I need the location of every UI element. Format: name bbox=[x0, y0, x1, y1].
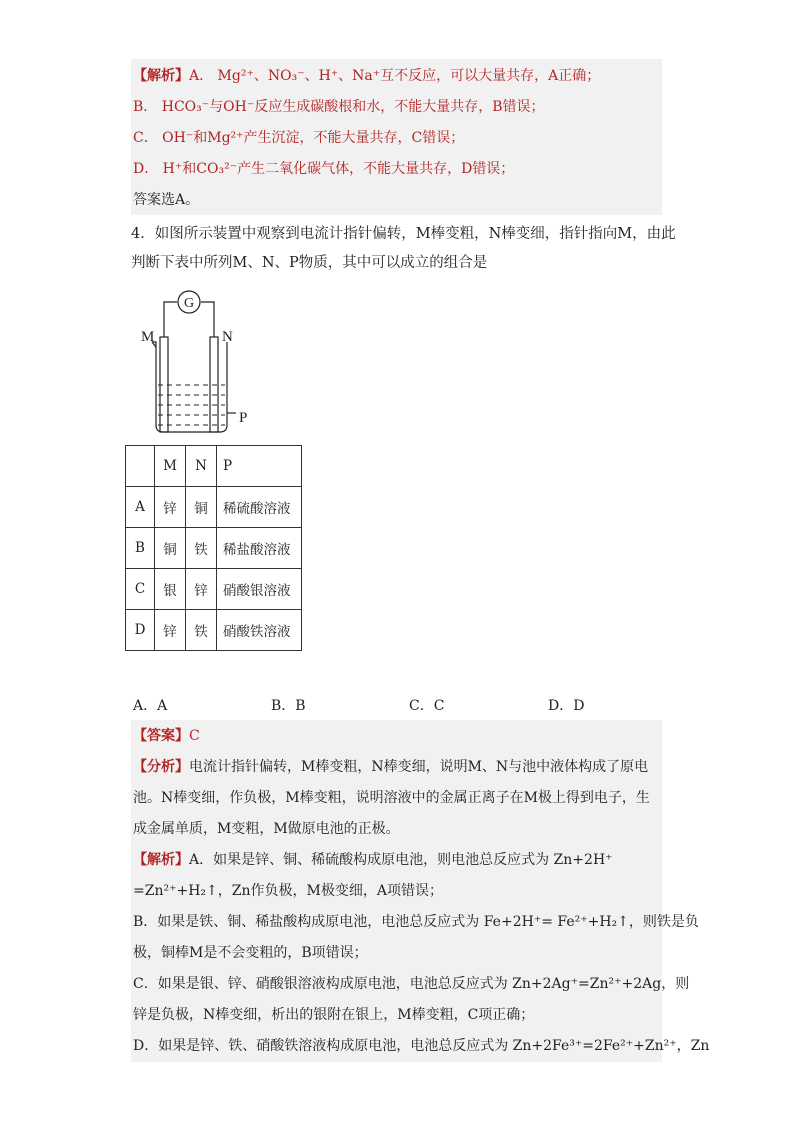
table-cell: 硝酸银溶液 bbox=[217, 569, 302, 610]
question-line-1: 4．如图所示装置中观察到电流计指针偏转，M棒变粗，N棒变细，指针指向M，由此 bbox=[131, 226, 676, 242]
table-row bbox=[126, 569, 302, 610]
table-cell: 铜 bbox=[155, 528, 186, 569]
explain-c-2: 锌是负极，N棒变细，析出的银附在银上，M棒变粗，C项正确； bbox=[133, 1007, 535, 1023]
explain-b-1: B．如果是铁、铜、稀盐酸构成原电池，电池总反应式为 Fe+2H⁺= Fe²⁺+H₂↑，则铁是负 bbox=[133, 914, 699, 930]
table-cell bbox=[126, 446, 155, 487]
table-cell: 锌 bbox=[186, 569, 217, 610]
table-cell: A bbox=[126, 487, 155, 528]
explain-a-2: =Zn²⁺+H₂↑，Zn作负极，M极变细，A项错误； bbox=[133, 883, 443, 899]
question-line-2: 判断下表中所列M、N、P物质，其中可以成立的组合是 bbox=[131, 255, 488, 271]
galvanic-cell-diagram bbox=[130, 285, 270, 440]
answer-line: 【答案】C bbox=[133, 728, 200, 744]
options-table bbox=[125, 445, 302, 651]
analysis-line-3: 成金属单质，M变粗，M做原电池的正极。 bbox=[133, 821, 400, 837]
table-cell: 铁 bbox=[186, 610, 217, 651]
choice-b[interactable]: B．B bbox=[271, 698, 306, 714]
table-cell: 铜 bbox=[186, 487, 217, 528]
explain-b-2: 极，铜棒M是不会变粗的，B项错误； bbox=[133, 945, 368, 961]
table-row bbox=[126, 610, 302, 651]
prev-analysis-c: C． OH⁻和Mg²⁺产生沉淀，不能大量共存，C错误； bbox=[133, 130, 465, 146]
table-cell: 银 bbox=[155, 569, 186, 610]
table-row bbox=[126, 487, 302, 528]
prev-analysis-a: 【解析】A． Mg²⁺、NO₃⁻、H⁺、Na⁺互不反应，可以大量共存，A正确； bbox=[133, 68, 601, 84]
explain-d-1: D．如果是锌、铁、硝酸铁溶液构成原电池，电池总反应式为 Zn+2Fe³⁺=2Fe²⁺+Zn²⁺，Zn bbox=[133, 1038, 710, 1054]
choice-d[interactable]: D．D bbox=[548, 698, 585, 714]
electrode-m-label: M bbox=[141, 329, 155, 345]
explain-a-1: 【解析】A．如果是锌、铜、稀硫酸构成原电池，则电池总反应式为 Zn+2H⁺ bbox=[133, 852, 613, 868]
solution-p-label: P bbox=[239, 410, 248, 426]
table-row bbox=[126, 528, 302, 569]
electrode-n-label: N bbox=[222, 329, 233, 345]
table-cell: D bbox=[126, 610, 155, 651]
table-cell: P bbox=[217, 446, 302, 487]
explain-c-1: C．如果是银、锌、硝酸银溶液构成原电池，电池总反应式为 Zn+2Ag⁺=Zn²⁺+2Ag，则 bbox=[133, 976, 690, 992]
table-cell: 硝酸铁溶液 bbox=[217, 610, 302, 651]
table-cell: C bbox=[126, 569, 155, 610]
prev-analysis-d: D． H⁺和CO₃²⁻产生二氧化碳气体，不能大量共存，D错误； bbox=[133, 161, 515, 177]
prev-final-answer: 答案选A。 bbox=[133, 192, 200, 208]
choice-c[interactable]: C．C bbox=[409, 698, 445, 714]
prev-analysis-b: B． HCO₃⁻与OH⁻反应生成碳酸根和水，不能大量共存，B错误； bbox=[133, 99, 545, 115]
table-cell: N bbox=[186, 446, 217, 487]
table-cell: 稀硫酸溶液 bbox=[217, 487, 302, 528]
table-cell: M bbox=[155, 446, 186, 487]
table-header-row bbox=[126, 446, 302, 487]
table-cell: 锌 bbox=[155, 610, 186, 651]
table-cell: B bbox=[126, 528, 155, 569]
analysis-line-1: 【分析】电流计指针偏转，M棒变粗，N棒变细，说明M、N与池中液体构成了原电 bbox=[133, 759, 649, 775]
analysis-line-2: 池。N棒变细，作负极，M棒变粗，说明溶液中的金属正离子在M极上得到电子，生 bbox=[133, 790, 650, 806]
table-cell: 铁 bbox=[186, 528, 217, 569]
table-cell: 稀盐酸溶液 bbox=[217, 528, 302, 569]
choice-a[interactable]: A．A bbox=[133, 698, 168, 714]
table-cell: 锌 bbox=[155, 487, 186, 528]
galvanometer-label: G bbox=[183, 296, 195, 311]
